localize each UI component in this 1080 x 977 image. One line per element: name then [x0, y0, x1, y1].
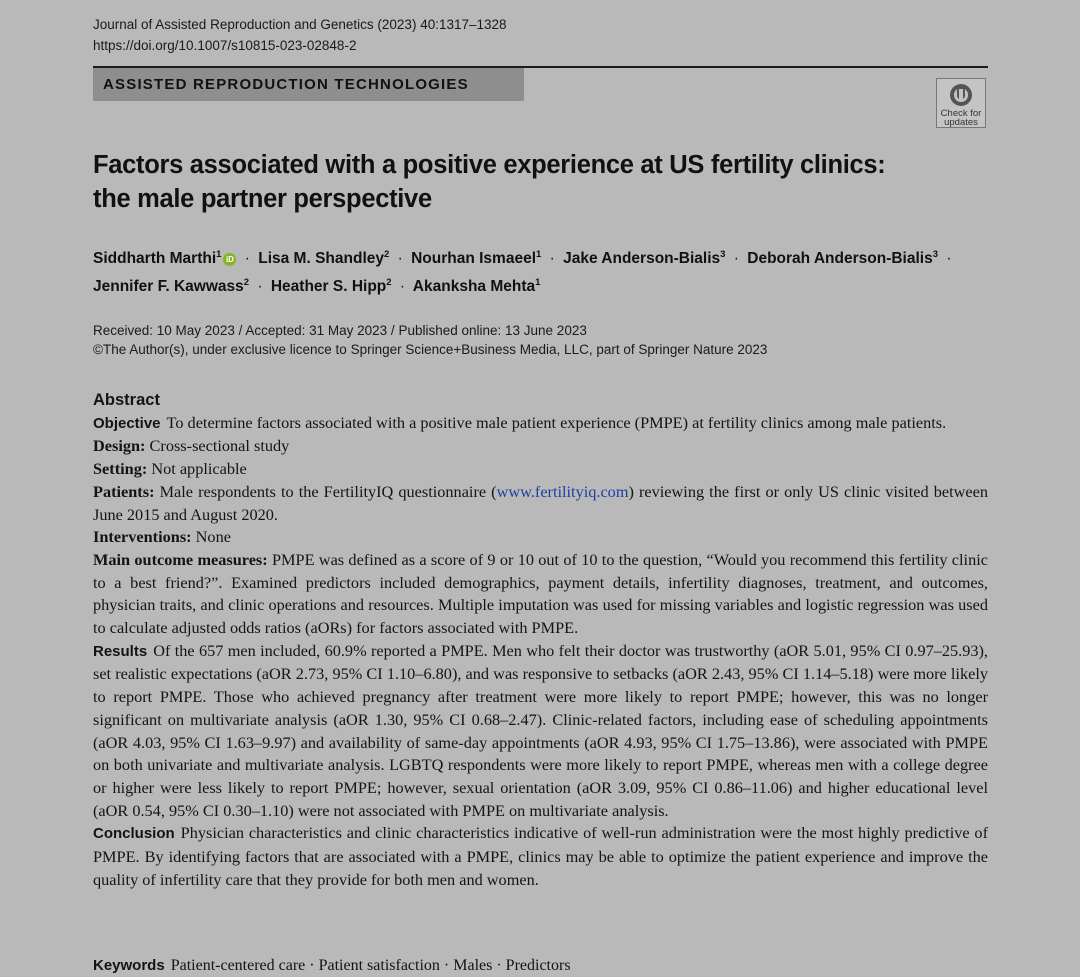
abstract-design: Design: Cross-sectional study [93, 436, 290, 456]
journal-citation: Journal of Assisted Reproduction and Genetics (2023) 40:1317–1328 [93, 17, 507, 32]
check-updates-icon [948, 82, 974, 108]
keywords [93, 955, 988, 977]
check-updates-label: Check for updates [940, 108, 982, 128]
author-name[interactable]: Siddharth Marthi$^1$ [93, 249, 222, 267]
author-name[interactable]: Nourhan Ismaeel$^1$ [411, 249, 542, 267]
abstract-objective: Objective To determine factors associated with a positive male patient experience (PMPE) at fertility clinics among male patients. [93, 412, 947, 432]
dates-line: Received: 10 May 2023 / Accepted: 31 May 2023 / Published online: 13 June 2023 [93, 323, 587, 338]
abstract-results: Results Of the 657 men included, 60.9% reported a PMPE. Men who felt their doctor was trustworthy (aOR 5.01, 95% CI 0.97–25.93), set realistic expectations (aOR 2.73, 95% CI 1.10–6.80), and was responsive to setbacks (aOR 2.43, 95% CI 1.14–5.18) were more likely to report PMPE. Those who achieved pregnancy after treatment were more likely to report PMPE; however, this was no longer significant on multivariate analysis (aOR 1.30, 95% CI 0.68–2.47). Clinic-related factors, including ease of scheduling appointments (aOR 4.03, 95% CI 1.63–9.97) and availability of same-day appointments (aOR 4.93, 95% CI 1.75–13.86), were associated with PMPE on both univariate and multivariate analysis. LGBTQ respondents were more likely to report PMPE, whereas men with a college degree or higher were less likely to report PMPE; however, sexual orientation (aOR 3.09, 95% CI 0.86–11.06) and higher educational level (aOR 0.54, 95% CI 0.30–1.10) were not associated with PMPE on multivariate analysis. [93, 640, 988, 820]
author-name[interactable]: Heather S. Hipp$^2$ [270, 277, 392, 295]
abstract-patients: Patients: Male respondents to the FertilityIQ questionnaire (www.fertilityiq.com) reviewing the first or only US clinic visited between June 2015 and August 2020. [93, 481, 988, 524]
abstract-setting: Setting: Not applicable [93, 459, 247, 479]
keywords-text: Patient-centered care · Patient satisfaction · Males · Predictors [170, 957, 571, 974]
orcid-icon[interactable]: iD [223, 253, 236, 266]
article-title: Factors associated with a positive experience at US fertility clinics: the male partner perspective [93, 151, 886, 213]
author-name[interactable]: Jake Anderson-Bialis$^3$ [563, 249, 726, 267]
abstract-heading: Abstract [93, 391, 160, 409]
abstract-outcome-measures: Main outcome measures: PMPE was defined as a score of 9 or 10 out of 10 to the question, “Would you recommend this fertility clinic to a best friend?”. Examined predictors included demographics, payment details, infertility diagnoses, treatment, and outcomes, physician traits, and clinic operations and resources. Multiple imputation was used for missing variables and logistic regression was used to calculate adjusted odds ratios (aORs) for factors associated with PMPE. [93, 549, 988, 638]
abstract-interventions: Interventions: None [93, 527, 231, 547]
fertilityiq-link[interactable]: www.fertilityiq.com [496, 481, 629, 501]
abstract [93, 389, 988, 891]
author-name[interactable]: Deborah Anderson-Bialis$^3$ [747, 249, 939, 267]
keywords-label: Keywords [93, 957, 165, 974]
check-for-updates-button[interactable] [936, 78, 986, 128]
publication-dates [93, 321, 767, 359]
author-name[interactable]: Lisa M. Shandley$^2$ [258, 249, 390, 267]
copyright-line: ©The Author(s), under exclusive licence to Springer Science+Business Media, LLC, part of Springer Nature 2023 [93, 342, 768, 357]
author-list: Siddharth Marthi$^1$ iD · Lisa M. Shandley$^2$ · Nourhan Ismaeel$^1$ · Jake Anderson-Bialis$^3$ · Deborah Anderson-Bialis$^3$ · Jennifer F. Kawwass$^2$ · Heather S. Hipp$^2$ · Akanksha Mehta$^1$ [93, 249, 952, 295]
author-name[interactable]: Jennifer F. Kawwass$^2$ [93, 277, 250, 295]
section-label: ASSISTED REPRODUCTION TECHNOLOGIES [93, 68, 524, 101]
author-name[interactable]: Akanksha Mehta$^1$ [412, 277, 541, 295]
doi-link[interactable]: https://doi.org/10.1007/s10815-023-02848-2 [93, 38, 357, 53]
abstract-conclusion: Conclusion Physician characteristics and clinic characteristics indicative of well-run administration were the most highly predictive of PMPE. By identifying factors that are associated with a PMPE, clinics may be able to optimize the patient experience and improve the quality of infertility care that they provide for both men and women. [93, 823, 988, 889]
